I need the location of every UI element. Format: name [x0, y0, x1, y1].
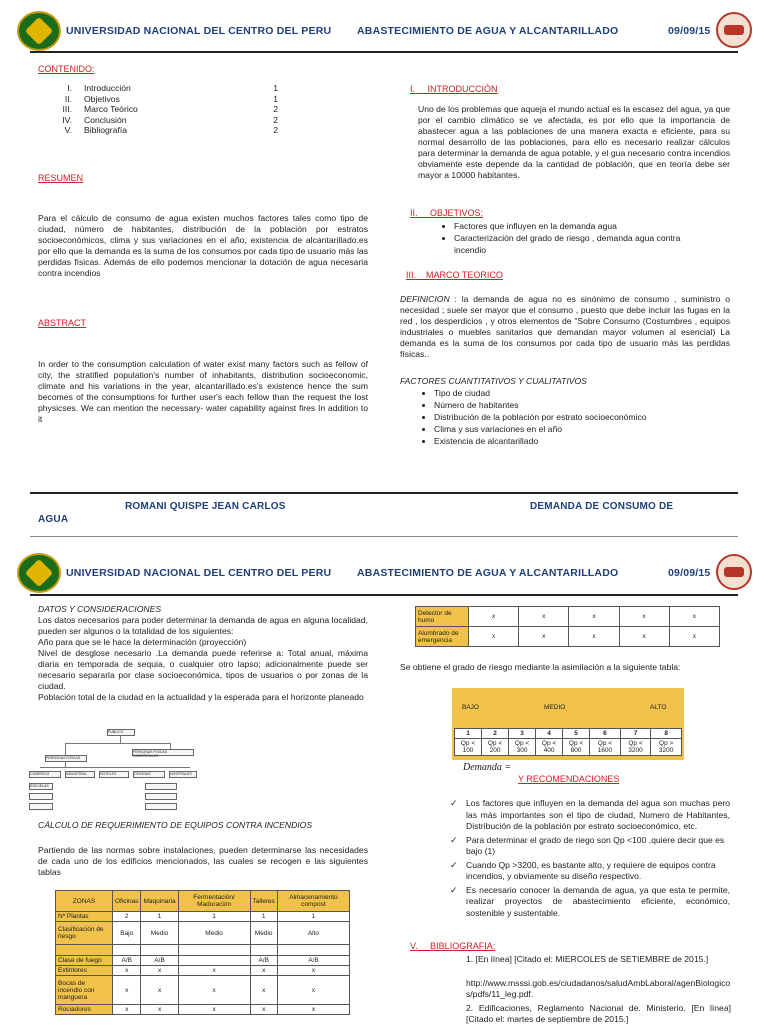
objetivos-list — [440, 220, 714, 256]
list-item: ✓ Los factores que influyen en la demanda del agua son muchas pero las más importantes son el tipo de ciudad, Numero de Habitantes, Distribución de la población por estrato socioeconómico, etc. — [450, 798, 730, 833]
org-diagram — [25, 727, 215, 817]
toc-row: I. Introducción 1 — [67, 83, 278, 93]
diagram-node — [29, 793, 53, 800]
demanda-formula: Demanda = — [463, 762, 512, 773]
diagram-node: PUBLICO — [107, 729, 135, 736]
university-logo — [17, 11, 61, 51]
faculty-logo — [716, 554, 752, 590]
header-rule — [30, 594, 738, 596]
footer-title: DEMANDA DE CONSUMO DE — [530, 501, 674, 512]
table-row: Qp < 100 Qp < 200 Qp < 300 Qp < 400 Qp < 800 Qp < 1600 Qp < 3200 Qp > 3200 — [455, 739, 682, 756]
table-row: Detector de humo x x x x x — [416, 607, 720, 627]
abstract-text: In order to the consumption calculation of water exist many factors such as fellow of city, the stratified population's number of inhabitants, distribution socioeconomic, climate and his variations in the year, alcantarillado.es's existence hence the sum becomes of the consumptions for further user's each fellow than the request the lost physicses. We can mention the necessary- water capability against fires In addition to it — [38, 359, 368, 424]
objetivos-title: II. OBJETIVOS: — [410, 208, 484, 218]
riesgo-level: ALTO — [650, 704, 667, 711]
diagram-node — [145, 803, 177, 810]
list-item: • Número de habitantes — [434, 399, 754, 411]
list-item: • Factores que influyen en la demanda agua — [454, 220, 714, 232]
page-break-rule — [30, 536, 738, 537]
diagram-node — [145, 793, 177, 800]
header-course: ABASTECIMIENTO DE AGUA Y ALCANTARILLADO — [357, 25, 619, 37]
header-date: 09/09/15 — [668, 25, 711, 37]
faculty-logo — [716, 12, 752, 48]
header-university: UNIVERSIDAD NACIONAL DEL CENTRO DEL PERU — [66, 25, 332, 37]
list-item: • Existencia de alcantarillado — [434, 435, 754, 447]
header-university: UNIVERSIDAD NACIONAL DEL CENTRO DEL PERU — [66, 567, 332, 579]
footer-rule — [30, 492, 738, 494]
diagram-node: COMERCIO — [29, 771, 61, 778]
diagram-node: PERSONAS FISICAS — [45, 755, 87, 762]
intro-title: I. INTRODUCCIÓN — [410, 84, 498, 94]
list-item: • Distribución de la población por estrato socioeconómico — [434, 411, 754, 423]
equipos-table — [415, 606, 720, 647]
definicion-text: DEFINICION : la demanda de agua no es sinónimo de consumo , suministro o necesidad ; suele ser mayor que el consumo , puesto que debe incluir las fugas en la red , los desperdicios , y otros elementos de "Sobre Consumo (Costumbres , equipos industriales o muebles sanitarios que demandan mayor volumen al esencial) La demanda es la suma de los consumos por cada tipo de usuario más las perdidas físicas.. — [400, 294, 730, 359]
datos-line: Año para que se le hace la determinación (proyección) — [38, 637, 247, 647]
diagram-node — [29, 803, 53, 810]
diagram-node: HOTELES — [99, 771, 129, 778]
intro-text: Uno de los problemas que aqueja el mundo actual es la escasez del agua, ya que por el cambio climático se ve afectada, es por ello que la importancia de abastecer agua a las poblaciones de una manera exacta e eficiente, para su normal desarrollo de las poblaciones, para ello es necesario realizar cálculos para determinar la demanda de agua potable, y el gua necesario contra incendios obviamente este depende da la cantidad de población, que en teoría debe ser mayor a 10000 habitantes. — [418, 104, 730, 180]
table-row: Nº Plantas 2 1 1 1 1 — [56, 912, 350, 922]
riesgo-table — [452, 688, 684, 760]
list-item: ✓ Cuando Qp >3200, es bastante alto, y requiere de equipos contra incendios, y obviamente su diseño respectivo. — [450, 860, 730, 883]
bibliografia-link[interactable]: http://www.msssi.gob.es/ciudadanos/saludAmbLaboral/agenBiologicos/pdfs/11_leg.pdf. — [466, 978, 731, 999]
toc-row: III. Marco Teórico 2 — [62, 104, 278, 114]
datos-title: DATOS Y CONSIDERACIONES — [38, 604, 162, 614]
header-course: ABASTECIMIENTO DE AGUA Y ALCANTARILLADO — [357, 567, 619, 579]
table-header-row: ZONAS Oficinas Maquinaria Fermentación/ Maduración Talleres Almacenamiento compost — [56, 891, 350, 912]
marco-title: III. MARCO TEORICO — [406, 270, 503, 280]
recomendaciones-list — [450, 798, 730, 921]
university-logo — [17, 553, 61, 593]
table-row: Bocas de incendio con manguera x x x x x — [56, 976, 350, 1005]
list-item: ✓ Para determinar el grado de riego son Qp <100 ,quiere decir que es bajo (1) — [450, 835, 730, 858]
resumen-title: RESUMEN — [38, 173, 84, 183]
diagram-node: INDUSTRIAL — [65, 771, 95, 778]
list-item: • Tipo de ciudad — [434, 387, 754, 399]
resumen-text: Para el cálculo de consumo de agua existen muchos factores tales como tipo de ciudad, número de habitantes, distribución de la población por estratos socioeconómicos, clima y sus variaciones en el año, existencia de alcantarillado.es por ello que la demanda es la suma de los consumos por cada tipo de usuario más las perdidas físicas. Además de ello podemos mencionar la dotación de agua necesaria contra incendios — [38, 213, 368, 278]
list-item: • Clima y sus variaciones en el año — [434, 423, 754, 435]
table-row — [56, 945, 350, 956]
datos-text: Los datos necesarios para poder determinar la demanda de agua en alguna localidad, pueden ser algunos o la totalidad de los siguientes: — [38, 615, 368, 636]
datos-line: Población total de la ciudad en la actualidad y la esperada para el horizonte planeado — [38, 692, 364, 702]
riesgo-level: MEDIO — [544, 704, 566, 711]
riesgo-text: Se obtiene el grado de riesgo mediante la asimilación a la siguiente tabla: — [400, 662, 681, 672]
diagram-node: PERSONAS FISICAS COMERCIALES — [132, 749, 194, 756]
header-rule — [30, 51, 738, 53]
toc-row: IV. Conclusión 2 — [62, 114, 278, 125]
footer-author: ROMANI QUISPE JEAN CARLOS — [125, 501, 286, 512]
factores-list — [420, 387, 754, 447]
bibliografia-title: V. BIBLIOGRAFIA: — [410, 941, 496, 951]
header-date: 09/09/15 — [668, 567, 711, 579]
table-of-contents — [38, 83, 278, 136]
list-item: ✓ Es necesario conocer la demanda de agua, ya que esta te permite, realizar proyectos de abastecimiento eficiente, económico, sostenible y sustentable. — [450, 885, 730, 920]
recomendaciones-title: Y RECOMENDACIONES — [518, 774, 620, 784]
table-row: Alumbrado de emergencia x x x x x — [416, 627, 720, 647]
table-row: Clasificación de riesgo Bajo Medio Medio Medio Alto — [56, 922, 350, 945]
diagram-node: ESCUELAS — [29, 783, 53, 790]
bibliografia-item: 1. [En línea] [Citado el: MIERCOLES de SETIEMBRE de 2015.] — [466, 954, 709, 964]
diagram-node: HOSPITALES — [169, 771, 197, 778]
zonas-table — [55, 890, 350, 1015]
datos-line: Nivel de desglose necesario .La demanda puede referirse a: Total anual, máxima diaria en temporada de sequia, o cualquier otro lapso; adicionalmente puede ser necesario separarla por clase socioeconómica, tipos de usuarios o por zonas de la ciudad. — [38, 648, 368, 691]
table-row: Clase de fuego A/B A/B A/B A/B — [56, 956, 350, 966]
calculo-text: Partiendo de las normas sobre instalaciones, pueden determinarse las necesidades de cada uno de los edificios mencionados, las cuales se recogen e las siguientes tablas — [38, 845, 368, 877]
riesgo-level: BAJO — [462, 704, 479, 711]
toc-row: II. Objetivos 1 — [64, 93, 278, 104]
calculo-title: CÁLCULO DE REQUERIMIENTO DE EQUIPOS CONTRA INCENDIOS — [38, 820, 313, 830]
factores-title: FACTORES CUANTITATIVOS Y CUALITATIVOS — [400, 376, 587, 386]
table-row: Extintores x x x x x — [56, 966, 350, 976]
toc-row: V. Bibliografía 2 — [64, 125, 278, 135]
bibliografia-item: 2. Edificaciones, Reglamento Nacional de. Ministerio. [En línea] [Citado el: martes de septiembre de 2015.] — [466, 1003, 731, 1024]
abstract-title: ABSTRACT — [38, 318, 87, 328]
table-row: Rociadores x x x x x — [56, 1005, 350, 1015]
diagram-node: OFICINAS — [133, 771, 165, 778]
diagram-node — [145, 783, 177, 790]
list-item: • Caracterización del grado de riesgo , demanda agua contra incendio — [454, 232, 714, 256]
footer-title-cont: AGUA — [38, 514, 69, 525]
contenido-title: CONTENIDO: — [38, 64, 95, 74]
table-row: 1 2 3 4 5 6 7 8 — [455, 729, 682, 739]
